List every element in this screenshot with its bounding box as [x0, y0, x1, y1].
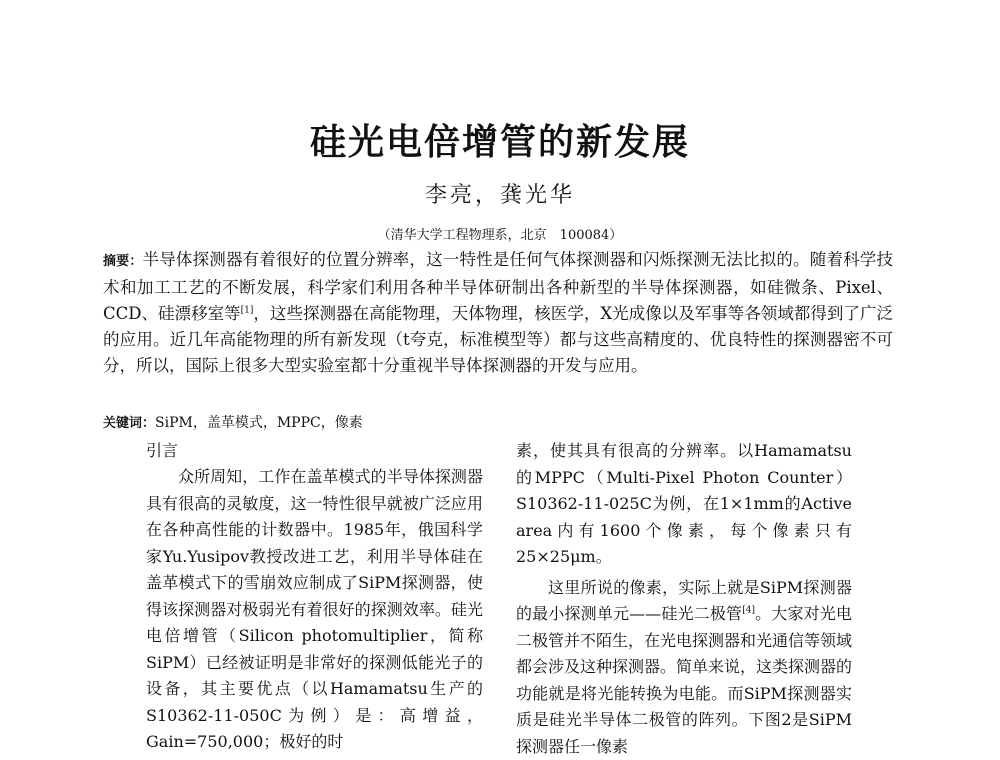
photodiode-paragraph: [516, 575, 852, 760]
keywords: [103, 412, 893, 435]
affiliation: （清华大学工程物理系，北京 100084）: [0, 224, 1000, 243]
left-column: [146, 438, 483, 756]
authors: 李亮，龚光华: [0, 178, 1000, 209]
pixel-paragraph: 素，使其具有很高的分辨率。以Hamamatsu的MPPC（Multi-Pixel Photon Counter）S10362-11-025C为例，在1×1mm的Active area内有1600个像素，每个像素只有25×25μm。: [516, 438, 852, 571]
abstract-reference: [1]: [241, 306, 254, 316]
abstract-text: 半导体探测器有着很好的位置分辨率，这一特性是任何气体探测器和闪烁探测无法比拟的。随着科学技术和加工工艺的不断发展，科学家们利用各种半导体研制出各种新型的半导体探测器，如硅微条、Pixel、CCD、硅漂移室等: [103, 250, 893, 323]
photodiode-text-continued: 。大家对光电二极管并不陌生，在光电探测器和光通信等领域都会涉及这种探测器。简单来说，这类探测器的功能就是将光能转换为电能。而SiPM探测器实质是硅光半导体二极管的阵列。下图2是SiPM探测器任一像素: [516, 604, 852, 756]
photodiode-text: 这里所说的像素，实际上就是SiPM探测器的最小探测单元——硅光二极管: [516, 578, 852, 624]
section-heading: 引言: [146, 438, 483, 464]
intro-paragraph: 众所周知，工作在盖革模式的半导体探测器具有很高的灵敏度，这一特性很早就被广泛应用在各种高性能的计数器中。1985年，俄国科学家Yu.Yusipov教授改进工艺，利用半导体硅在盖革模式下的雪崩效应制成了SiPM探测器，使得该探测器对极弱光有着很好的探测效率。硅光电倍增管（Silicon photomultiplier，简称SiPM）已经被证明是非常好的探测低能光子的设备，其主要优点（以Hamamatsu生产的S10362-11-050C为例）是：高增益，Gain=750,000；极好的时: [146, 464, 483, 756]
abstract: [103, 247, 893, 379]
abstract-label: 摘要：: [103, 254, 143, 269]
abstract-text-continued: ，这些探测器在高能物理，天体物理，核医学，X光成像以及军事等各领域都得到了广泛的应用。近几年高能物理的所有新发现（t夸克，标准模型等）都与这些高精度的、优良特性的探测器密不可分，所以，国际上很多大型实验室都十分重视半导体探测器的开发与应用。: [103, 304, 893, 375]
right-column: [516, 438, 852, 760]
photodiode-reference: [4]: [742, 606, 755, 616]
keywords-label: 关键词：: [103, 416, 155, 431]
paper-title: 硅光电倍增管的新发展: [0, 114, 1000, 165]
keywords-text: SiPM，盖革模式，MPPC，像素: [155, 415, 363, 431]
